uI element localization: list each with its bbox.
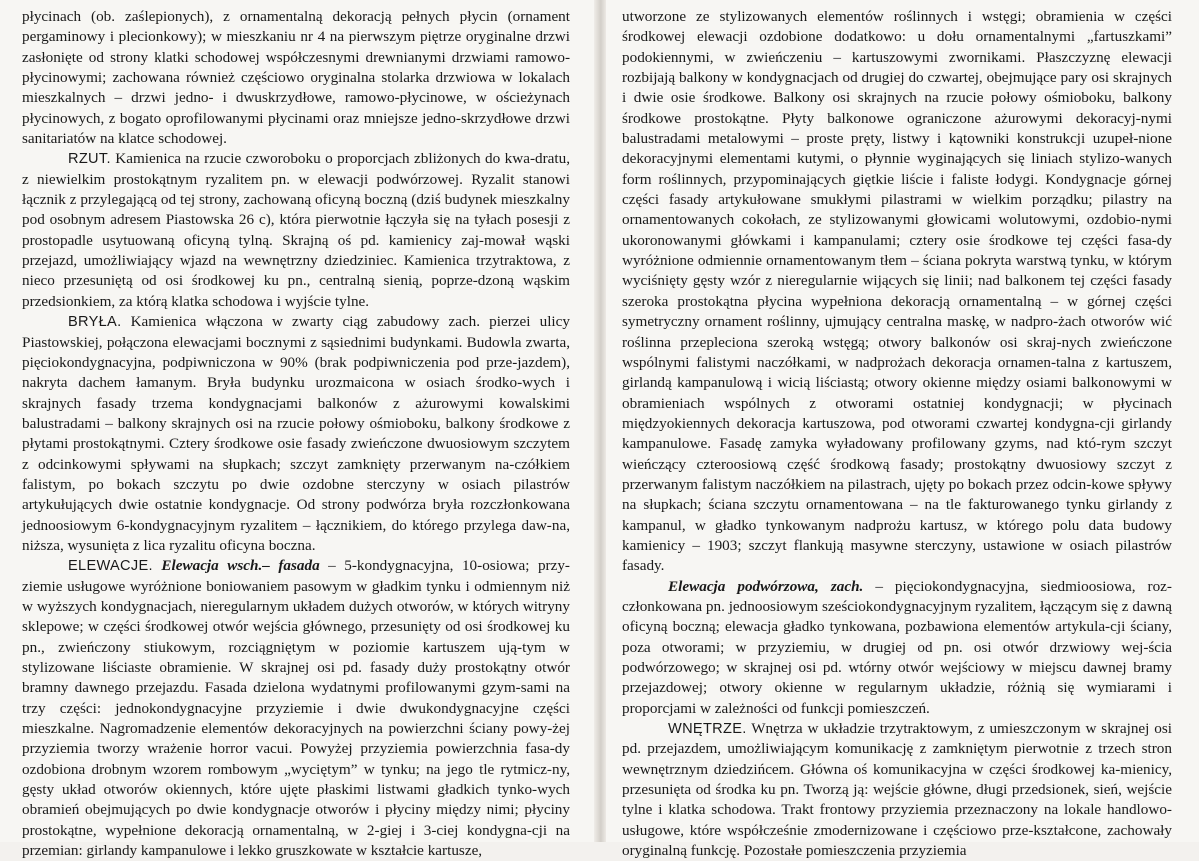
paragraph-door-joinery: płycinach (ob. zaślepionych), z ornamentalną dekoracją pełnych płycin (ornament pergaminowy i plecionkowy); w mieszkaniu nr 4 na pierwszym piętrze oryginalne drzwi zasłonięte od strony klatki schodowej współczesnymi drewnianymi drzwiami ramowo-płycinowymi; zachowana również częściowo oryginalna stolarka drzwiowa w lokalach mieszkalnych – drzwi jedno- i dwuskrzydłowe, ramowo-płycinowe, w ościeżynach płycinowych, z bogato oprofilowanymi płycinami oraz mniejsze jedno-skrzydłowe drzwi sanitariatów na klatce schodowej. — [22, 8, 570, 148]
paragraph-elewacja-podworzowa — [622, 577, 1172, 719]
book-gutter — [594, 0, 606, 842]
paragraph-bryla — [22, 312, 570, 556]
paragraph-fasada-continued: utworzone ze stylizowanych elementów roślinnych i wstęgi; obramienia w części środkowej elewacji ozdobione dodatkowo: u dołu ornamentalnymi „fartuszkami” podokiennymi, w zwieńczeniu – kartuszowymi zwornikami. Płaszczyznę elewacji rozbijają balkony w kondygnacjach od drugiej do czwartej, obejmujące pary osi skrajnych i dwie osie środkowe. Balkony osi skrajnych na rzucie połowy ośmioboku, balkony środkowe prostokątne. Płyty balkonowe ograniczone ażurowymi dekoracyj-nymi balustradami metalowymi – proste pręty, listwy i kątowniki konstrukcji uzupeł-nione dekoracyjnymi elementami kutymi, o płynnie wyginających się liniach stylizo-wanych form roślinnych, przypominających giętkie liście i faliste łodygi. Kondygnacje górnej części fasady artykułowane smukłymi pilastrami w wielkim porządku; pilastry na ornamentowanych cokołach, ze stylizowanymi głowicami wolutowymi, ozdobio-nymi ukoronowanymi główkami i kampanulami; cztery osie środkowe tej części fasa-dy wyróżnione odmiennie ornamentowanym tłem – ściana pokryta warstwą tynku, w którym wyciśnięty gęsty wzór z nieregularnie wijących się linii; nad balkonem tej części fasady szeroka prostokątna płycina wypełniona dekoracją ornamentalną – w górnej części symetryczny ornament roślinny, ujmujący centralna maskę, w nadpro-żach otworów wić roślinna przepleciona szeroką wstęgą; otwory balkonów osi skraj-nych zwieńczone wspólnymi falistymi naczółkami, w nadprożach dekoracja ornamen-talna z kartuszem, girlandą kampanulową i wicią liściastą; otwory okienne między osiami balkonowymi w obramieniach wspólnych z otworami ostatniej kondygnacji; w płycinach międzyokiennych dekoracja kartuszowa, pod otworami czwartej kondygna-cji girlandy kampanulowe. Fasadę zamyka wyładowany profilowany gzyms, nad któ-rym szczyt wieńczący czteroosiową część środkową fasady; prostokątny dwuosiowy szczyt z przerwanym falistym naczółkiem na pilastrach, ujęty po bokach przez odcin-kowe spływy na słupkach; ściana szczytu ornamentowana – na tle fakturowanego tynku girlandy z kampanul, w gładko tynkowanym nadprożu kartusz, w którego polu data budowy kamienicy – 1903; szczyt flankują masywne sterczyny, ustawione w osiach pilastrów fasady. — [622, 8, 1172, 575]
right-column — [622, 7, 1172, 861]
text-rzut: Kamienica na rzucie czworoboku o proporcjach zbliżonych do kwa-dratu, z niewielkim prostokątnym ryzalitem pn. w elewacji podwórzowej. Ryzalit stanowi łącznik z przylegającą od tej strony, zachowaną oficyną boczną (dziś budynek mieszkalny pod osobnym adresem Piastowska 26 c), która pierwotnie łączyła się na tyłach posesji z prostopadle usytuowaną oficyną tylną. Skrajną oś pd. kamienicy zaj-mował wąski przejazd, umożliwiający wjazd na wewnętrzny dziedziniec. Kamienica trzytraktowa, z nieco przesuniętą od osi środkowej ku pn., centralną sienią, poprze-dzoną wąskim przedsionkiem, za którą klatka schodowa i wyjście tylne. — [22, 150, 570, 310]
paragraph-wnetrze — [622, 719, 1172, 861]
heading-rzut: RZUT. — [68, 151, 111, 168]
text-bryla: Kamienica włączona w zwarty ciąg zabudowy zach. pierzei ulicy Piastowskiej, połączona elewacjami bocznymi z sąsiednimi budynkami. Budowla zwarta, pięciokondygnacyjna, podpiwniczona w 90% (brak podpiwniczenia pod prze-jazdem), nakryta dachem łamanym. Bryła budynku urozmaicona w osiach środko-wych i skrajnych fasady trzema kondygnacjami balkonów z ażurowymi kowalskimi balustradami – balkony skrajnych osi na rzucie połowy ośmioboku, balkony środkowe z płytami prostokątnymi. Cztery środkowe osie fasady zwieńczone dwuosiowym szczytem z odcinkowymi spływami na słupkach; szczyt zamknięty przerwanym na-czółkiem falistym, po bokach szczytu po dwie ozdobne sterczyny w osiach pilastrów artykułujących dwie ostatnie kondygnacje. Od strony podwórza bryła rozczłonkowana jednoosiowym 6-kondygnacyjnym ryzalitem – łącznikiem, do którego przylega daw-na, niższa, wysunięta z lica ryzalitu oficyna boczna. — [22, 313, 570, 554]
text-elewacja-wsch: – 5-kondygnacyjna, 10-osiowa; przy-ziemie usługowe wyróżnione boniowaniem pasowym w gładkim tynku i odmiennym niż w wyższych kondygnacjach, nieregularnym układem dużych otworów, w których witryny sklepowe; w części środkowej otwór wejścia głównego, przesunięty od osi środkowej ku pn., zwieńczony stiukowym, rozciągniętym w poziomie kartuszem ują-tym w stylizowane liściaste obramienie. W skrajnej osi pd. fasady duży prostokątny otwór bramny dawnego przejazdu. Fasada dzielona wydatnymi profilowanymi gzym-sami na trzy części: jednokondygnacyjne przyziemie i dwie dwukondygnacyjne części mieszkalne. Nagromadzenie elementów dekoracyjnych na powierzchni ściany powy-żej przyziemia tworzy wrażenie horror vacui. Powyżej przyziemia powierzchnia fasa-dy ozdobiona drobnym wzorem rombowym „wyciętym” w tynku; na jego tle rytmicz-ny, gęsty układ otworów okiennych, które ujęte płaskimi listwami gładkich tynko-wych obramień obejmujących po dwie kondygnacje otworów i płyciny między nimi; płyciny prostokątne, wypełnione dekoracją ornamentalną, w 2-giej i 3-ciej kondygna-cji na przemian: girlandy kampanulowe i lekko gruszkowate w kształcie kartusze, — [22, 557, 570, 860]
heading-wnetrze: WNĘTRZE. — [668, 721, 747, 738]
heading-bryla: BRYŁA. — [68, 314, 122, 331]
paragraph-elewacje — [22, 556, 570, 861]
subheading-elewacja-wsch: Elewacja wsch.– fasada — [161, 557, 320, 575]
heading-elewacje: ELEWACJE. — [68, 558, 153, 575]
left-column — [22, 7, 570, 861]
subheading-elewacja-podworzowa: Elewacja podwórzowa, zach. — [668, 577, 864, 595]
paragraph-rzut — [22, 149, 570, 312]
text-wnetrze: Wnętrza w układzie trzytraktowym, z umieszczonym w skrajnej osi pd. przejazdem, umożliwiającym komunikację z zamkniętym pierwotnie z trzech stron wewnętrznym dziedzińcem. Główna oś komunikacyjna w części środkowej ka-mienicy, przesunięta od środka ku pn. Tworzą ją: wejście główne, długi przedsionek, sień, wejście tylne i klatka schodowa. Trakt frontowy przyziemia przeznaczony na lokale handlowo-usługowe, które współcześnie zmodernizowane i częściowo prze-kształcone, zachowały oryginalną funkcję. Pozostałe pomieszczenia przyziemia — [622, 720, 1172, 860]
text-elewacja-podworzowa: – pięciokondygnacyjna, siedmioosiowa, roz-członkowana pn. jednoosiowym sześciokondygnacyjnym ryzalitem, łączącym się z dawną oficyną boczną; elewacja gładko tynkowana, pozbawiona elementów artykula-cji ściany, poza otworami; w przyziemiu, w drugiej od pn. osi otwór drzwiowy wej-ścia podwórzowego; w skrajnej osi pd. wtórny otwór wejściowy w miejscu dawnej bramy przejazdowej; otwory okienne w regularnym układzie, różnią się wymiarami i proporcjami w zależności od funkcji pomieszczeń. — [622, 577, 1172, 717]
